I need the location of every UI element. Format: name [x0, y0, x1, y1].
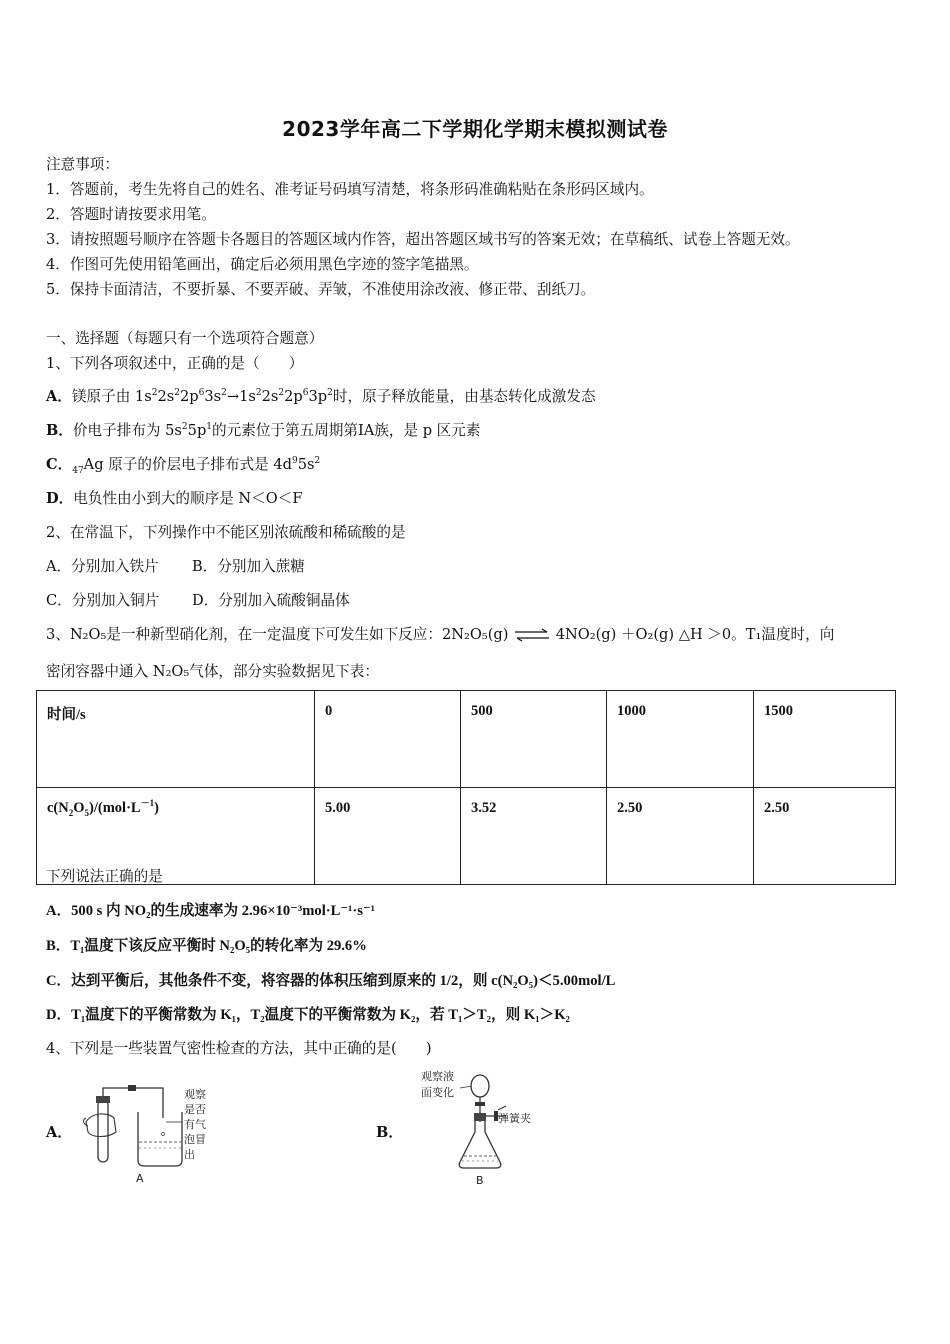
q3-prompt: 下列说法正确的是	[46, 868, 163, 885]
notice-item: 5．保持卡面清洁，不要折暴、不要弄破、弄皱，不准使用涂改液、修正带、刮纸刀。	[46, 281, 596, 298]
question-2-stem: 2、在常温下，下列操作中不能区别浓硫酸和稀硫酸的是	[46, 524, 406, 541]
q2-option-b: B．分别加入蔗糖	[192, 558, 305, 575]
q1-option-d: D．电负性由小到大的顺序是 N＜O＜F	[46, 490, 303, 507]
table-cell: 3.52	[461, 788, 607, 885]
section-heading: 一、选择题（每题只有一个选项符合题意）	[46, 330, 324, 347]
figure-a-caption-line: 观察	[184, 1088, 206, 1101]
table-cell: 500	[461, 691, 607, 788]
notice-heading: 注意事项：	[46, 156, 119, 173]
question-4-stem: 4、下列是一些装置气密性检查的方法，其中正确的是( )	[46, 1040, 432, 1057]
notice-item: 1．答题前，考生先将自己的姓名、准考证号码填写清楚，将条形码准确粘贴在条形码区域内。	[46, 181, 654, 198]
q1-option-a: A．镁原子由 $1s^22s^22p^63s^2\to 1s^22s^22p^63p^2$时，原子释放能量，由基态转化成激发态	[46, 388, 596, 405]
table-row	[37, 788, 896, 885]
notice-item: 4．作图可先使用铅笔画出，确定后必须用黑色字迹的签字笔描黑。	[46, 256, 479, 273]
equilibrium-arrow-icon	[513, 628, 551, 642]
figure-b-caption-line: 面变化	[421, 1086, 454, 1099]
table-cell: 时间/s	[37, 691, 315, 788]
q3-option-d: D．T₁温度下的平衡常数为 K₁，T₂温度下的平衡常数为 K₂，若 T₁＞T₂，则 K₁＞K₂	[46, 1007, 570, 1023]
q3-option-a: A．500 s 内 NO₂的生成速率为 2.96×10⁻³mol·L⁻¹·s⁻¹	[46, 903, 376, 919]
q1-option-b: B．价电子排布为 $5s^25p^1$的元素位于第五周期第ⅠA族，是 p 区元素	[46, 422, 481, 439]
figure-b-caption-line: 观察液	[421, 1070, 454, 1083]
q2-option-a: A．分别加入铁片	[46, 558, 159, 575]
q3-option-c: C．达到平衡后，其他条件不变，将容器的体积压缩到原来的 1/2，则 c(N₂O₅)＜5.00mol/L	[46, 973, 616, 989]
figure-a-letter: A	[136, 1172, 144, 1185]
q1-option-c: C．$_{47}$Ag 原子的价层电子排布式是 $4d^95s^2$	[46, 456, 321, 476]
q2-option-d: D．分别加入硫酸铜晶体	[192, 592, 350, 609]
question-3-stem: 3、N₂O₅是一种新型硝化剂，在一定温度下可发生如下反应：2N₂O₅(g) 4NO₂(g) ＋O₂(g) △H ＞0。T₁温度时，向	[46, 626, 835, 643]
table-cell: 2.50	[607, 788, 754, 885]
apparatus-figure-a	[78, 1082, 248, 1187]
table-row	[37, 691, 896, 788]
page-title: 2023学年高二下学期化学期末模拟测试卷	[282, 117, 668, 141]
figure-a-caption-line: 有气	[184, 1118, 206, 1131]
table-cell: 5.00	[315, 788, 461, 885]
data-table	[36, 690, 896, 885]
table-cell: $c(N_2O_5)/(mol\cdot L^{-1})$	[37, 788, 315, 885]
figure-a-caption-line: 泡冒	[184, 1133, 206, 1146]
question-3-stem-cont: 密闭容器中通入 N₂O₅气体，部分实验数据见下表：	[46, 663, 379, 680]
figure-b-clip-label: 弹簧夹	[498, 1112, 531, 1125]
table-cell: 1500	[754, 691, 896, 788]
q4-option-b-label: B．	[376, 1124, 403, 1141]
apparatus-figure-b	[418, 1066, 558, 1188]
q4-option-a-label: A．	[46, 1124, 72, 1141]
q3-option-b: B．T₁温度下该反应平衡时 N₂O₅的转化率为 29.6%	[46, 938, 367, 954]
table-cell: 1000	[607, 691, 754, 788]
notice-item: 2．答题时请按要求用笔。	[46, 206, 216, 223]
figure-a-caption-line: 是否	[184, 1103, 206, 1116]
question-1-stem: 1、下列各项叙述中，正确的是（ ）	[46, 355, 304, 372]
notice-item: 3．请按照题号顺序在答题卡各题目的答题区域内作答，超出答题区域书写的答案无效；在草稿纸、试卷上答题无效。	[46, 231, 800, 248]
table-cell: 2.50	[754, 788, 896, 885]
figure-b-letter: B	[476, 1174, 484, 1187]
table-cell: 0	[315, 691, 461, 788]
figure-a-caption-line: 出	[184, 1148, 195, 1161]
q2-option-c: C．分别加入铜片	[46, 592, 160, 609]
